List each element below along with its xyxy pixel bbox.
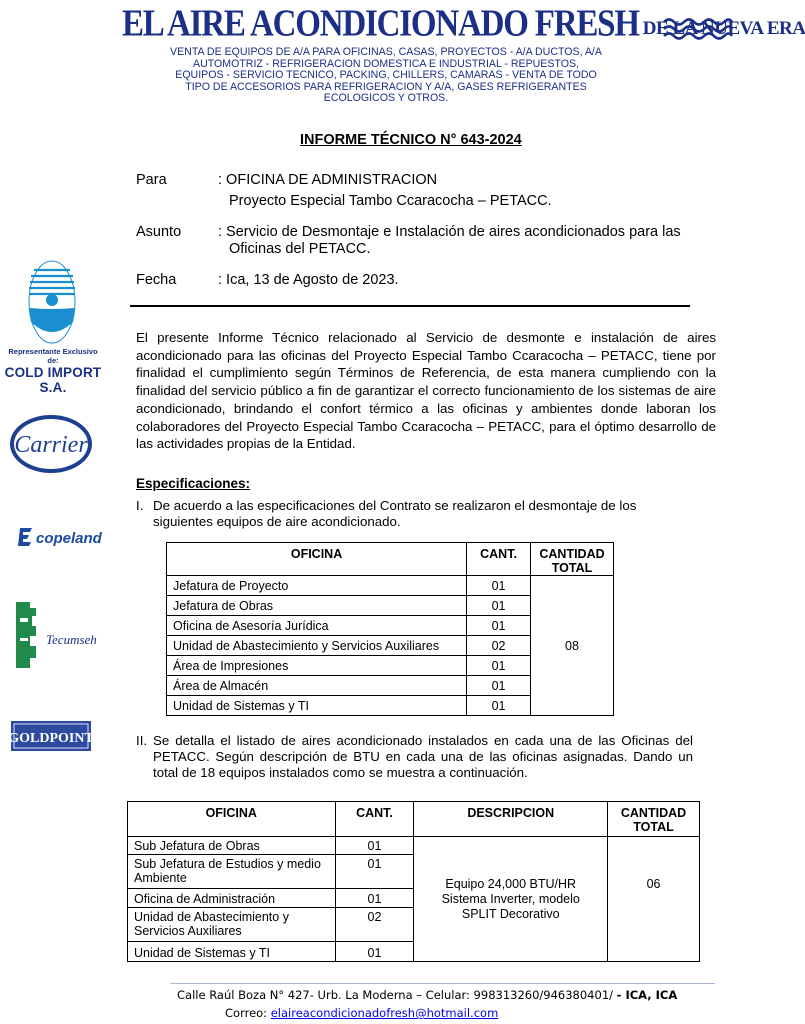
cell-cant: 01 (335, 942, 414, 962)
spec-item-number: II. (136, 733, 148, 748)
cell-total: 08 (531, 576, 614, 716)
services-line: TIPO DE ACCESORIOS PARA REFRIGERACION Y A/A, GASES REFRIGERANTES (185, 80, 587, 93)
asunto-label: Asunto (136, 224, 182, 240)
table-header-row (167, 543, 614, 576)
asunto-value-line2: Oficinas del PETACC. (229, 241, 371, 257)
cell-oficina: Área de Almacén (167, 676, 467, 696)
installed-equipment-table (127, 801, 700, 962)
cold-import-name: COLD IMPORT S.A. (4, 365, 102, 395)
footer-divider (170, 983, 715, 984)
footer-address-line (177, 988, 677, 1002)
cold-import-globe-icon (28, 260, 76, 344)
para-label: Para (136, 172, 167, 188)
table-row (128, 837, 700, 855)
copeland-logo-text: copeland (36, 530, 102, 547)
cell-cant: 01 (467, 616, 531, 636)
services-line: EQUIPOS - SERVICIO TECNICO, PACKING, CHILLERS, CAMARAS - VENTA DE TODO (175, 69, 597, 81)
footer-email-line (225, 1006, 498, 1020)
report-title: INFORME TÉCNICO N° 643-2024 (300, 132, 522, 148)
footer-city: - ICA, ICA (616, 988, 678, 1002)
cell-cant: 01 (335, 855, 414, 889)
cell-cant: 02 (335, 908, 414, 942)
goldpoint-logo-text: GOLDPOINT (8, 731, 94, 746)
col-header-total: CANTIDAD TOTAL (608, 802, 700, 837)
cell-oficina: Oficina de Asesoría Jurídica (167, 616, 467, 636)
table-header-row (128, 802, 700, 837)
cell-oficina: Sub Jefatura de Obras (128, 837, 336, 855)
col-header-oficina: OFICINA (167, 543, 467, 576)
spec-item-text: Se detalla el listado de aires acondicionado instalados en cada una de las Oficinas del PETACC. Según descripción de BTU en cada una de las oficinas asignadas. Dando un total de 18 equipos instalados como se muestra a continuación. (153, 733, 693, 780)
cell-cant: 02 (467, 636, 531, 656)
col-header-total: CANTIDAD TOTAL (531, 543, 614, 576)
intro-paragraph: El presente Informe Técnico relacionado al Servicio de desmonte e instalación de aires acondicionado para las oficinas del Proyecto Especial Tambo Ccaracocha – PETACC, tiene por finalidad el cumplimiento según Términos de Referencia, de esta manera cumpliendo con la finalidad del servicio público a fin de garantizar el correcto funcionamiento de los sistemas de aire acondicionado, brindando el confort térmico a las oficinas y ambientes donde laboran los colaboradores del Proyecto Especial Tambo Ccaracocha – PETACC, para el óptimo desarrollo de las actividades propias de la Entidad. (136, 330, 716, 452)
spec-item-2 (136, 733, 696, 783)
col-header-cant: CANT. (467, 543, 531, 576)
asunto-value-line1: : Servicio de Desmontaje e Instalación de aires acondicionados para las (218, 224, 681, 240)
services-line: ECOLOGICOS Y OTROS. (323, 92, 449, 104)
footer-email-label: Correo: (225, 1006, 268, 1020)
col-header-oficina: OFICINA (128, 802, 336, 837)
cell-cant: 01 (335, 837, 414, 855)
company-services (126, 47, 646, 105)
spec-title: Especificaciones: (136, 476, 251, 491)
para-value-line1: : OFICINA DE ADMINISTRACION (218, 172, 438, 188)
waves-logo-icon (662, 16, 734, 42)
company-name: EL AIRE ACONDICIONADO FRESH (122, 3, 639, 45)
cell-cant: 01 (335, 889, 414, 908)
col-header-descripcion: DESCRIPCION (414, 802, 608, 837)
cell-cant: 01 (467, 656, 531, 676)
cell-oficina: Jefatura de Proyecto (167, 576, 467, 596)
tecumseh-logo-icon (12, 600, 97, 670)
tecumseh-logo-text: Tecumseh (46, 632, 97, 647)
fecha-value: : Ica, 13 de Agosto de 2023. (218, 272, 399, 288)
cell-total: 06 (608, 837, 700, 962)
services-line: AUTOMOTRIZ - REFRIGERACION DOMESTICA E INDUSTRIAL - REPUESTOS, (193, 57, 579, 70)
cell-cant: 01 (467, 696, 531, 716)
goldpoint-logo-icon (10, 719, 92, 753)
cell-oficina: Sub Jefatura de Estudios y medio Ambiente (128, 855, 336, 889)
cell-oficina: Jefatura de Obras (167, 596, 467, 616)
cell-cant: 01 (467, 596, 531, 616)
copeland-logo-icon (18, 524, 102, 550)
cell-cant: 01 (467, 576, 531, 596)
cell-descripcion: Equipo 24,000 BTU/HR Sistema Inverter, modelo SPLIT Decorativo (414, 837, 608, 962)
footer-address: Calle Raúl Boza N° 427- Urb. La Moderna – Celular: 998313260/946380401/ (177, 988, 614, 1002)
spec-item-1 (136, 498, 696, 532)
company-name-suffix: DE LA NUEVA ERA (642, 18, 805, 39)
cell-oficina: Unidad de Sistemas y TI (128, 942, 336, 962)
cell-oficina: Unidad de Abastecimiento y Servicios Auxiliares (128, 908, 336, 942)
carrier-logo-icon (8, 413, 94, 475)
carrier-logo-text: Carrier (14, 432, 88, 458)
footer-email-link[interactable]: elaireacondicionadofresh@hotmail.com (270, 1006, 499, 1020)
cell-oficina: Unidad de Sistemas y TI (167, 696, 467, 716)
table-row (167, 576, 614, 596)
cell-oficina: Unidad de Abastecimiento y Servicios Auxiliares (167, 636, 467, 656)
cell-oficina: Oficina de Administración (128, 889, 336, 908)
cell-cant: 01 (467, 676, 531, 696)
services-line: VENTA DE EQUIPOS DE A/A PARA OFICINAS, CASAS, PROYECTOS - A/A DUCTOS, A/A (170, 46, 602, 58)
removed-equipment-table (166, 542, 614, 716)
cold-import-brand (3, 347, 103, 395)
para-value-line2: Proyecto Especial Tambo Ccaracocha – PETACC. (229, 193, 552, 209)
col-header-cant: CANT. (335, 802, 414, 837)
spec-item-text: De acuerdo a las especificaciones del Contrato se realizaron el desmontaje de los siguientes equipos de aire acondicionado. (153, 498, 637, 529)
cell-oficina: Área de Impresiones (167, 656, 467, 676)
spec-item-number: I. (136, 498, 144, 513)
representante-label: Representante Exclusivo de: (8, 347, 98, 365)
fecha-label: Fecha (136, 272, 177, 288)
header-divider (130, 305, 690, 307)
